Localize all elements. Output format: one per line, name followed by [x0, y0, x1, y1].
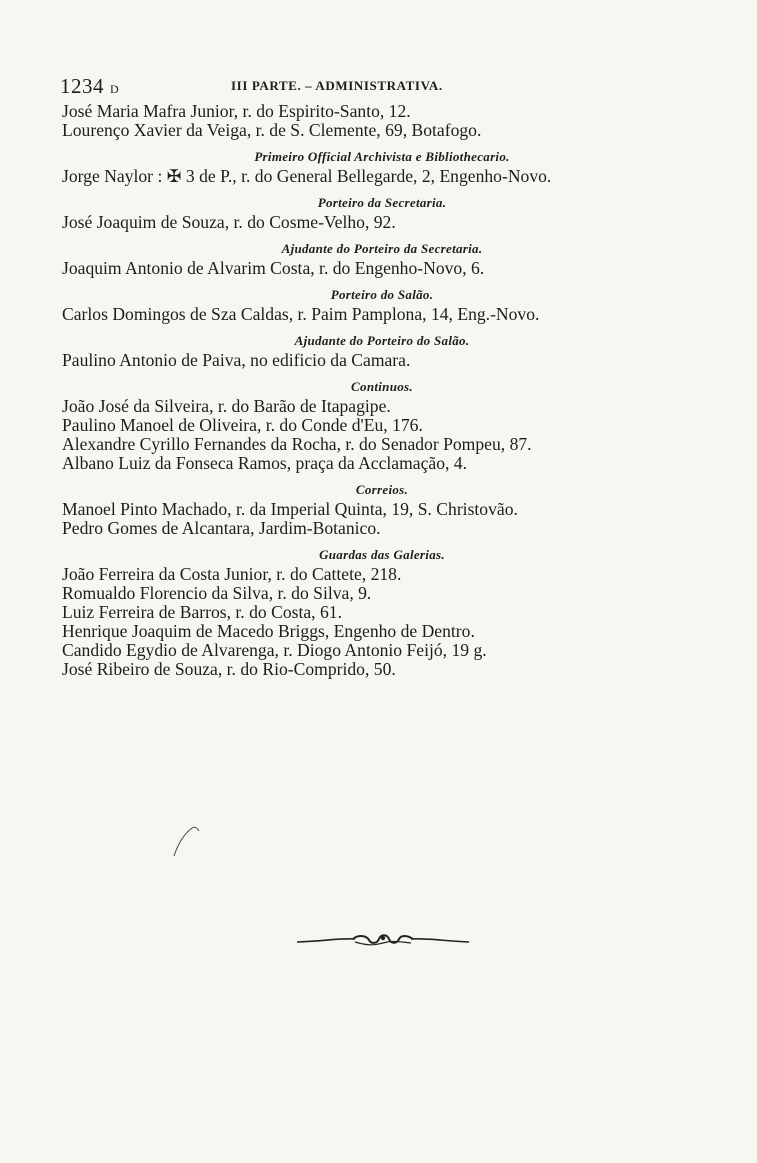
entry-line: Henrique Joaquim de Macedo Briggs, Engenho de Dentro. — [62, 621, 475, 641]
entry-line: Carlos Domingos de Sza Caldas, r. Paim Pamplona, 14, Eng.-Novo. — [62, 304, 540, 324]
entry-line: Paulino Manoel de Oliveira, r. do Conde d'Eu, 176. — [62, 415, 423, 435]
section-heading: Porteiro da Secretaria. — [317, 195, 447, 210]
tailpiece-ornament — [295, 927, 471, 953]
entry-line: Candido Egydio de Alvarenga, r. Diogo Antonio Feijó, 19 g. — [62, 640, 487, 660]
page-header — [62, 68, 702, 102]
entry-line: Alexandre Cyrillo Fernandes da Rocha, r. do Senador Pompeu, 87. — [62, 434, 532, 454]
pen-stroke-mark — [170, 822, 206, 858]
document-body — [62, 102, 702, 679]
entry-line: Jorge Naylor : ✠ 3 de P., r. do General Bellegarde, 2, Engenho-Novo. — [62, 166, 552, 186]
section-heading: Continuos. — [351, 379, 413, 394]
entry-line: Pedro Gomes de Alcantara, Jardim-Botanico. — [62, 518, 381, 538]
entry-line: Romualdo Florencio da Silva, r. do Silva, 9. — [62, 583, 372, 603]
section-heading: Ajudante do Porteiro da Secretaria. — [281, 241, 483, 256]
entry-line: José Maria Mafra Junior, r. do Espirito-Santo, 12. — [62, 101, 411, 121]
section-heading: Correios. — [355, 482, 409, 497]
entry-line: Lourenço Xavier da Veiga, r. de S. Clemente, 69, Botafogo. — [62, 120, 482, 140]
page-number: 1234 D — [60, 74, 120, 98]
section-heading: Primeiro Official Archivista e Bibliothecario. — [254, 149, 510, 164]
document-page — [62, 68, 702, 679]
section-heading: Porteiro do Salão. — [330, 287, 434, 302]
section-heading: Ajudante do Porteiro do Salão. — [294, 333, 470, 348]
page-letter: D — [110, 82, 120, 96]
section-heading: Guardas das Galerias. — [319, 547, 445, 562]
entry-line: Luiz Ferreira de Barros, r. do Costa, 61. — [62, 602, 342, 622]
running-head: III PARTE. – ADMINISTRATIVA. — [231, 78, 443, 93]
entry-line: Albano Luiz da Fonseca Ramos, praça da Acclamação, 4. — [62, 453, 467, 473]
entry-line: José Ribeiro de Souza, r. do Rio-Comprido, 50. — [62, 659, 396, 679]
entry-line: Joaquim Antonio de Alvarim Costa, r. do Engenho-Novo, 6. — [62, 258, 485, 278]
entry-line: José Joaquim de Souza, r. do Cosme-Velho, 92. — [62, 212, 396, 232]
entry-line: João Ferreira da Costa Junior, r. do Cattete, 218. — [62, 564, 402, 584]
entry-line: Paulino Antonio de Paiva, no edificio da Camara. — [62, 350, 411, 370]
entry-line: Manoel Pinto Machado, r. da Imperial Quinta, 19, S. Christovão. — [62, 499, 518, 519]
entry-line: João José da Silveira, r. do Barão de Itapagipe. — [62, 396, 391, 416]
